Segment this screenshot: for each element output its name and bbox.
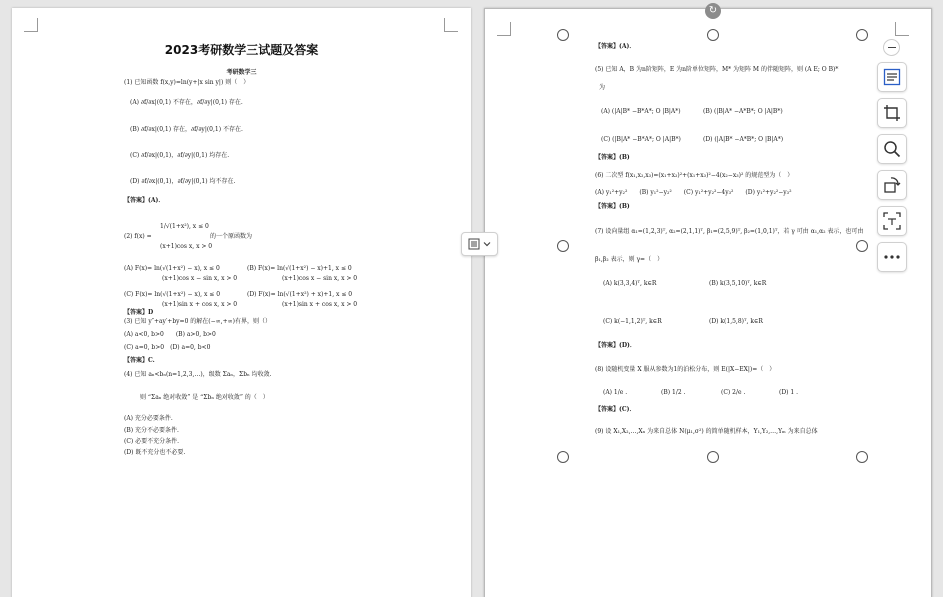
minus-icon [888, 47, 896, 49]
search-icon [883, 140, 901, 158]
question-2-prefix: (2) f(x) = [124, 233, 152, 240]
option-d: (D) (|A|B* −A*B*; O |B|A*) [703, 136, 784, 143]
question-7: (7) 设向量组 α₁=(1,2,3)ᵀ, α₂=(2,1,1)ᵀ, β₁=(2,5,9)ᵀ, β₂=(1,0,1)ᵀ，若 γ 可由 α₁,α₂ 表示，也可由 [595, 228, 864, 235]
option-d: (D) 1 . [779, 389, 799, 396]
option-c: (C) k(−1,1,2)ᵀ, k∈R [603, 318, 662, 325]
answer-label: 【答案】(C)． [595, 406, 636, 413]
resize-handle-top[interactable] [707, 29, 719, 41]
option-c-case2: (x+1)sin x + cos x, x > 0 [162, 301, 238, 308]
rotate-page-icon [883, 176, 901, 194]
answer-label: 【答案】D [124, 309, 154, 316]
option-d: (D) k(1,5,8)ᵀ, k∈R [709, 318, 763, 325]
option-d: (D) F(x)= ln(√(1+x²) + x)+1, x ≤ 0 [247, 291, 353, 298]
search-button[interactable] [877, 134, 907, 164]
document-page-left [12, 8, 471, 597]
page-layout-icon [468, 238, 480, 250]
document-title: 2023考研数学三试题及答案 [164, 43, 319, 57]
option-b: (B) ∂f/∂x|(0,1) 存在，∂f/∂y|(0,1) 不存在. [130, 126, 243, 133]
chevron-down-icon [483, 240, 491, 248]
option-c: (C) F(x)= ln(√(1+x²) − x), x ≤ 0 [124, 291, 221, 298]
option-b: (B) 充分不必要条件. [124, 427, 179, 434]
text-recognition-button[interactable] [877, 62, 907, 92]
collapse-toolbar-button[interactable] [883, 39, 900, 56]
scan-button[interactable] [877, 206, 907, 236]
resize-handle-bottom-left[interactable] [557, 451, 569, 463]
scan-icon [883, 212, 901, 230]
option-c: (C) 必要不充分条件. [124, 438, 180, 445]
option-b-case2: (x+1)cos x − sin x, x > 0 [282, 275, 358, 282]
question-4: (4) 已知 aₙ<bₙ(n=1,2,3,…)，级数 Σaₙ，Σbₙ 均收敛. [124, 371, 272, 378]
crop-mark [895, 22, 909, 36]
resize-handle-top-left[interactable] [557, 29, 569, 41]
option-d: (D) 既不充分也不必要. [124, 449, 186, 456]
option-c: (C) (|B|A* −B*A*; O |A|B*) [601, 136, 681, 143]
answer-label: 【答案】(B) [595, 203, 630, 210]
rotate-icon[interactable]: ↻ [705, 3, 721, 19]
document-page-right[interactable] [484, 8, 932, 597]
page-layout-button[interactable] [461, 232, 498, 256]
question-5: (5) 已知 A，B 为n阶矩阵，E 为n阶单位矩阵，M* 为矩阵 M 的伴随矩阵，则 (A E; O B)* [595, 66, 839, 73]
option-c: (C) ∂f/∂x|(0,1)，∂f/∂y|(0,1) 均存在. [130, 152, 230, 159]
resize-handle-right[interactable] [856, 240, 868, 252]
resize-handle-bottom[interactable] [707, 451, 719, 463]
answer-label: 【答案】C. [124, 357, 155, 364]
option-a: (A) 充分必要条件. [124, 415, 173, 422]
question-2-case2: (x+1)cos x, x > 0 [160, 243, 213, 250]
answer-label: 【答案】(A)． [124, 197, 165, 204]
rotate-page-button[interactable] [877, 170, 907, 200]
resize-handle-left[interactable] [557, 240, 569, 252]
question-6-options: (A) y₁²+y₂² (B) y₁²−y₂² (C) y₁²+y₂²−4y₃² (D) y₁²+y₂²−y₃² [595, 189, 792, 196]
question-9: (9) 设 X₁,X₂,…,Xₙ 为来自总体 N(μ₁,σ²) 的简单随机样本，Y₁,Y₂,…,Yₘ 为来自总体 [595, 428, 818, 435]
option-d: (D) ∂f/∂x|(0,1)，∂f/∂y|(0,1) 均不存在. [130, 178, 236, 185]
answer-label: 【答案】(A)． [595, 43, 636, 50]
question-2-suffix: 的一个原函数为 [210, 233, 253, 240]
option-a-case2: (x+1)cos x − sin x, x > 0 [162, 275, 238, 282]
option-a: (A) ∂f/∂x|(0,1) 不存在，∂f/∂y|(0,1) 存在. [130, 99, 243, 106]
crop-mark [24, 18, 38, 32]
question-1: (1) 已知函数 f(x,y)=ln(y+|x sin y|) 则（ ） [124, 79, 250, 86]
crop-button[interactable] [877, 98, 907, 128]
question-4-condition: 则 “Σaₙ 绝对收敛” 是 “Σbₙ 绝对收敛” 的（ ） [140, 394, 269, 401]
document-subtitle: 考研数学三 [226, 69, 257, 76]
more-button[interactable] [877, 242, 907, 272]
option-b: (B) (|B|A* −A*B*; O |A|B*) [703, 108, 783, 115]
resize-handle-top-right[interactable] [856, 29, 868, 41]
question-5-wei: 为 [599, 84, 606, 91]
option-a: (A) k(3,3,4)ᵀ, k∈R [603, 280, 657, 287]
options-cd: (C) a=0, b>0 (D) a=0, b<0 [124, 344, 211, 351]
answer-label: 【答案】(B) [595, 154, 630, 161]
question-8: (8) 设随机变量 X 服从参数为1的泊松分布，则 E(|X−EX|)=（ ） [595, 366, 776, 373]
text-recognition-icon [883, 68, 901, 86]
question-7-cont: β₁,β₂ 表示，则 γ=（ ） [595, 256, 664, 263]
crop-icon [883, 104, 901, 122]
more-icon [883, 254, 901, 260]
crop-mark [444, 18, 458, 32]
option-a: (A) 1/e . [603, 389, 628, 396]
option-d-case2: (x+1)sin x + cos x, x > 0 [282, 301, 358, 308]
option-b: (B) k(3,5,10)ᵀ, k∈R [709, 280, 767, 287]
options-ab: (A) a<0, b>0 (B) a>0, b>0 [124, 331, 216, 338]
option-a: (A) (|A|B* −B*A*; O |B|A*) [601, 108, 681, 115]
answer-label: 【答案】(D)． [595, 342, 636, 349]
question-6: (6) 二次型 f(x₁,x₂,x₃)=(x₁+x₂)²+(x₁+x₃)²−4(x₂−x₃)² 的规范型为（ ） [595, 172, 794, 179]
crop-mark [497, 22, 511, 36]
option-a: (A) F(x)= ln(√(1+x²) − x), x ≤ 0 [124, 265, 220, 272]
question-3: (3) 已知 y″+ay′+by=0 的解在(−∞,+∞)有界，则（） [124, 318, 271, 325]
resize-handle-bottom-right[interactable] [856, 451, 868, 463]
option-b: (B) 1/2 . [661, 389, 686, 396]
option-c: (C) 2/e . [721, 389, 746, 396]
option-b: (B) F(x)= ln(√(1+x²) − x)+1, x ≤ 0 [247, 265, 352, 272]
question-2-case1: 1/√(1+x²), x ≤ 0 [160, 223, 209, 230]
